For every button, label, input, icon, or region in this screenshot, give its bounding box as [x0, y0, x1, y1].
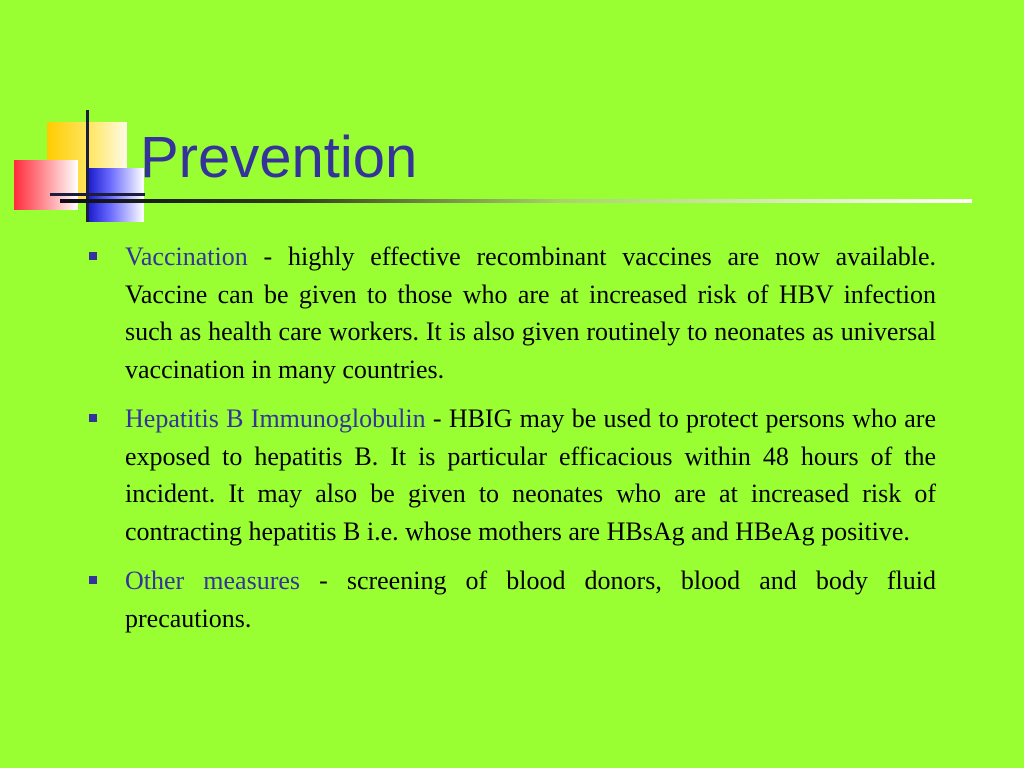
bullet-text: - HBIG may be used to protect persons who are exposed to hepatitis B. It is particular efficacious within 48 hours of the incident. It may also be given to neonates who are at increased risk of contracting hepatitis B i.e. whose mothers are HBsAg and HBeAg positive.: [125, 404, 936, 546]
bullet-square-icon: [89, 414, 97, 422]
slide-title: Prevention: [140, 125, 418, 190]
bullet-term: Other measures: [125, 566, 301, 595]
bullet-text: - highly effective recombinant vaccines are now available. Vaccine can be given to those who are at increased risk of HBV infection such as health care workers. It is also given routinely to neonates as universal vaccination in many countries.: [125, 242, 936, 384]
bullet-item-hepatitis-b-immunoglobulin: [84, 400, 936, 550]
bullet-item-other-measures: [84, 562, 936, 637]
vertical-divider-line: [86, 110, 89, 222]
bullet-item-vaccination: [84, 238, 936, 388]
bullet-list: [84, 238, 936, 649]
bullet-term: Hepatitis B Immunoglobulin: [125, 404, 426, 433]
bullet-square-icon: [89, 252, 97, 260]
bullet-square-icon: [89, 576, 97, 584]
title-underline-rule: [60, 199, 972, 203]
bullet-term: Vaccination: [125, 242, 248, 271]
bullet-text: - screening of blood donors, blood and body fluid precautions.: [125, 566, 936, 633]
decorative-squares-graphic: [0, 0, 160, 230]
horizontal-divider-line: [50, 193, 145, 196]
